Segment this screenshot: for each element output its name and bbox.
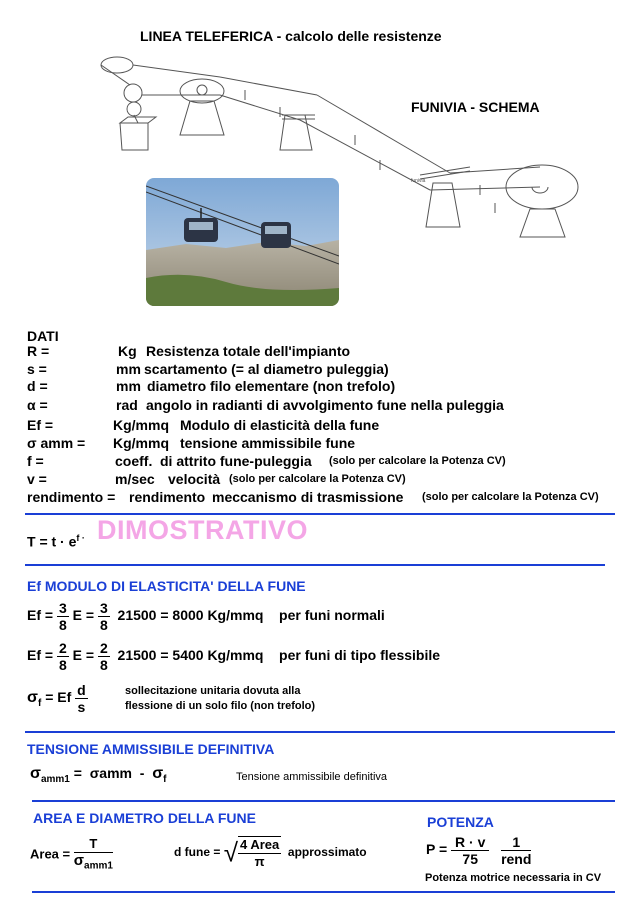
power-formula: P = $\frac{R \cdot v}{75}$ $\frac{1}{\text{rend}}$ <box>426 834 532 867</box>
sigma-f-formula: $\sigma_f = Ef$ $\frac{d}{s}$ <box>27 682 86 715</box>
pulley-left-mid <box>124 84 142 102</box>
cable-car-photo <box>146 178 339 306</box>
tension-formula: $\sigma_{amm1} = \sigma amm - \sigma_f$ <box>30 765 167 785</box>
divider-4 <box>32 800 615 802</box>
sigma-f-note-1: sollecitazione unitaria dovuta alla <box>125 685 301 697</box>
station-base-right <box>520 209 565 237</box>
pulley-left-low <box>127 102 141 116</box>
counterweight-box <box>120 123 148 150</box>
section-tension-title: TENSIONE AMMISSIBILE DEFINITIVA <box>27 741 275 757</box>
schema-label: FUNIVIA - SCHEMA <box>411 99 540 115</box>
divider-2 <box>25 564 605 566</box>
tower-middle <box>280 115 312 150</box>
gondola-2 <box>261 222 291 248</box>
demo-watermark: DIMOSTRATIVO <box>97 515 308 545</box>
tension-note: Tensione ammissibile definitiva <box>236 771 388 783</box>
schema-small-label: funivia <box>411 178 426 184</box>
sqrt-icon: √ <box>223 837 238 868</box>
ef-formula-normal: Ef = $\frac{3}{8}$ E = $\frac{3}{8}$ 21500 = 8000 Kg/mmq per funi normali <box>27 600 385 633</box>
divider-5 <box>32 891 615 893</box>
dati-heading: DATI <box>27 328 59 344</box>
page-title: LINEA TELEFERICA - calcolo delle resistenze <box>140 28 442 44</box>
power-note: Potenza motrice necessaria in CV <box>425 872 602 884</box>
section-power-title: POTENZA <box>427 814 494 830</box>
pulley-left-top <box>101 57 133 73</box>
pulley-right <box>506 165 578 209</box>
ef-formula-flexible: Ef = $\frac{2}{8}$ E = $\frac{2}{8}$ 21500 = 5400 Kg/mmq per funi di tipo flessibile <box>27 640 441 673</box>
sigma-f-note-2: flessione di un solo filo (non trefolo) <box>125 700 316 712</box>
section-ef-title: Ef MODULO DI ELASTICITA' DELLA FUNE <box>27 578 306 594</box>
station-base-left <box>180 101 224 135</box>
area-formula: Area = $\frac{T}{\sigma_{amm1}}$ <box>30 836 113 872</box>
divider-3 <box>25 731 615 733</box>
formula-t: $T = t \cdot e^{f \cdot}$ <box>27 533 85 550</box>
d-fune-formula: d fune = √ $\frac{\text{4 Area}}{\pi}$ approssimato <box>174 837 367 869</box>
section-area-title: AREA E DIAMETRO DELLA FUNE <box>33 810 256 826</box>
